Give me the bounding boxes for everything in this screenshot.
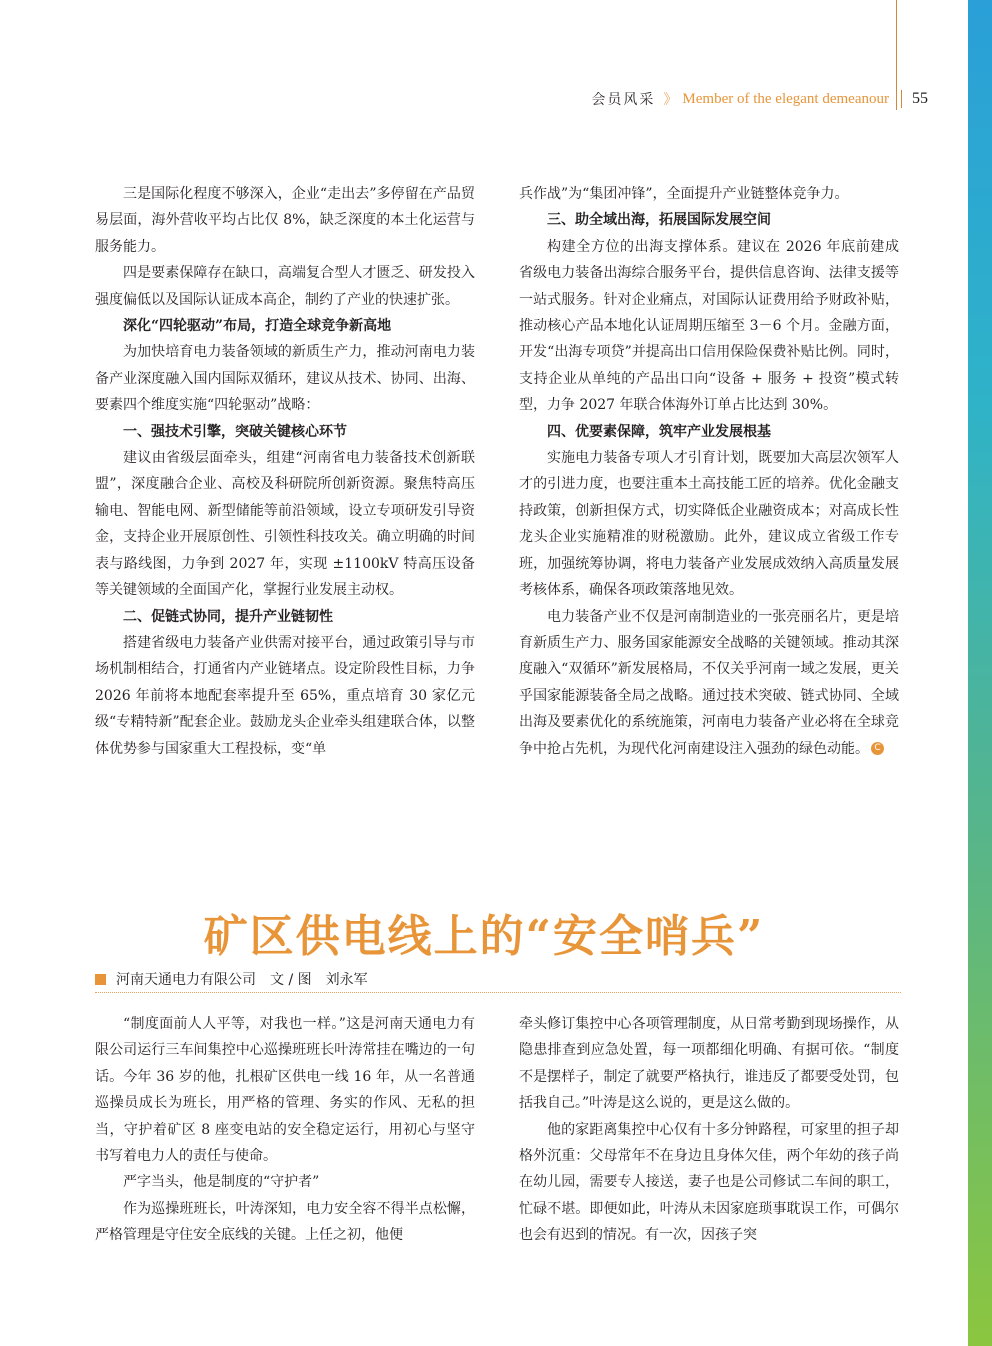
paragraph [95, 1169, 475, 1195]
paragraph-text: 牵头修订集控中心各项管理制度，从日常考勤到现场操作，从隐患排查到应急处置，每一项都细化明确、有据可依。“制度不是摆样子，制定了就要严格执行，谁违反了都要受处罚，包括我自己。”叶涛是这么说的，更是这么做的。 [519, 1016, 899, 1112]
byline [95, 968, 368, 990]
paragraph-text: 电力装备产业不仅是河南制造业的一张亮丽名片，更是培育新质生产力、服务国家能源安全战略的关键领域。推动其深度融入“双循环”新发展格局，不仅关乎河南一域之发展，更关乎国家能源装备全局之战略。通过技术突破、链式协同、全域出海及要素优化的系统施策，河南电力装备产业必将在全球竞争中抢占先机，为现代化河南建设注入强劲的绿色动能。 [519, 608, 899, 757]
paragraph [95, 445, 475, 603]
article-title: 矿区供电线上的“安全哨兵” [203, 911, 765, 962]
paragraph-text: 构建全方位的出海支撑体系。建议在 2026 年底前建成省级电力装备出海综合服务平台，提供信息咨询、法律支援等一站式服务。针对企业痛点，对国际认证费用给予财政补贴，推动核心产品本地化认证周期压缩至 3－6 个月。金融方面，开发“出海专项贷”并提高出口信用保险保费补贴比例。同时，支持企业从单纯的产品出口向“设备 + 服务 + 投资”模式转型，力争 2027 年联合体海外订单占比达到 30%。 [519, 238, 899, 414]
paragraph-text: 三、助全域出海，拓展国际发展空间 [547, 212, 771, 229]
section-heading [95, 313, 475, 339]
paragraph-text: 三是国际化程度不够深入，企业“走出去”多停留在产品贸易层面，海外营收平均占比仅 8%，缺乏深度的本土化运营与服务能力。 [95, 186, 475, 255]
paragraph [95, 260, 475, 313]
paragraph-text: 二、促链式协同，提升产业链韧性 [123, 608, 333, 625]
paragraph [95, 339, 475, 418]
paragraph-text: 他的家距离集控中心仅有十多分钟路程，可家里的担子却格外沉重：父母常年不在身边且身体欠佳，两个年幼的孩子尚在幼儿园，需要专人接送，妻子也是公司修试二车间的职工，忙碌不堪。即便如此，叶涛从未因家庭琐事耽误工作，可偶尔也会有迟到的情况。有一次，因孩子突 [519, 1121, 899, 1244]
byline-company: 河南天通电力有限公司 [116, 972, 256, 988]
paragraph-text: “制度面前人人平等，对我也一样。”这是河南天通电力有限公司运行三车间集控中心巡操班班长叶涛常挂在嘴边的一句话。今年 36 岁的他，扎根矿区供电一线 16 年，从一名普通巡操员成长为班长，用严格的管理、务实的作风、无私的担当，守护着矿区 8 座变电站的安全稳定运行，用初心与坚守书写着电力人的责任与使命。 [95, 1016, 475, 1165]
page-number: 55 [912, 90, 928, 107]
paragraph [95, 181, 475, 260]
paragraph-text: 四是要素保障存在缺口，高端复合型人才匮乏、研发投入强度偏低以及国际认证成本高企，制约了产业的快速扩张。 [95, 265, 475, 308]
paragraph-continued [519, 1011, 899, 1117]
bottom-left-column [95, 1011, 475, 1249]
dotted-divider [95, 992, 901, 993]
paragraph [519, 604, 899, 762]
bottom-right-column [519, 1011, 899, 1249]
paragraph-text: 搭建省级电力装备产业供需对接平台，通过政策引导与市场机制相结合，打通省内产业链堵点。设定阶段性目标，力争 2026 年前将本地配套率提升至 65%，重点培育 30 家亿元级“专精特新”配套企业。鼓励龙头企业牵头组建联合体，以整体优势参与国家重大工程投标，变“单 [95, 634, 475, 757]
top-right-column [519, 181, 899, 762]
byline-role: 文 / 图 [270, 972, 312, 988]
subsection-heading [519, 419, 899, 445]
paragraph [95, 630, 475, 762]
paragraph-text: 作为巡操班班长，叶涛深知，电力安全容不得半点松懈，严格管理是守住安全底线的关键。上任之初，他便 [95, 1200, 475, 1244]
paragraph-text: 四、优要素保障，筑牢产业发展根基 [547, 423, 771, 440]
paragraph-text: 深化“四轮驱动”布局，打造全球竞争新高地 [123, 318, 392, 335]
section-name-english: Member of the elegant demeanour [682, 90, 889, 107]
subsection-heading [95, 604, 475, 630]
paragraph-text: 严字当头，他是制度的“守护者” [123, 1174, 320, 1191]
paragraph-text: 兵作战”为“集团冲锋”，全面提升产业链整体竞争力。 [519, 186, 849, 202]
side-color-stripe [968, 0, 992, 1346]
paragraph [95, 1011, 475, 1169]
section-name: 会员风采 [591, 92, 656, 108]
paragraph-text: 实施电力装备专项人才引育计划，既要加大高层次领军人才的引进力度，也要注重本土高技能工匠的培养。优化金融支持政策，创新担保方式，切实降低企业融资成本；对高成长性龙头企业实施精准的财税激励。此外，建议成立省级工作专班，加强统筹协调，将电力装备产业发展成效纳入高质量发展考核体系，确保各项政策落地见效。 [519, 450, 899, 599]
subsection-heading [95, 419, 475, 445]
article-end-icon: C [871, 742, 884, 755]
paragraph [519, 445, 899, 603]
running-header [591, 88, 928, 110]
paragraph [519, 234, 899, 419]
double-chevron-icon: 》 [663, 92, 675, 108]
paragraph-text: 一、强技术引擎，突破关键核心环节 [123, 423, 347, 440]
top-left-column [95, 181, 475, 762]
orange-square-icon [95, 974, 106, 985]
paragraph [95, 1196, 475, 1249]
paragraph [519, 1117, 899, 1249]
paragraph-text: 建议由省级层面牵头，组建“河南省电力装备技术创新联盟”，深度融合企业、高校及科研院所创新资源。聚焦特高压输电、智能电网、新型储能等前沿领域，设立专项研发引导资金，支持企业开展原创性、引领性科技攻关。确立明确的时间表与路线图，力争到 2027 年，实现 ±1100kV 特高压设备等关键领域的全面国产化，掌握行业发展主动权。 [95, 450, 475, 599]
byline-author: 刘永军 [325, 972, 368, 988]
subsection-heading [519, 207, 899, 233]
paragraph-continued [519, 181, 899, 207]
paragraph-text: 为加快培育电力装备领域的新质生产力，推动河南电力装备产业深度融入国内国际双循环，建议从技术、协同、出海、要素四个维度实施“四轮驱动”战略： [95, 344, 475, 414]
header-divider [901, 90, 902, 108]
